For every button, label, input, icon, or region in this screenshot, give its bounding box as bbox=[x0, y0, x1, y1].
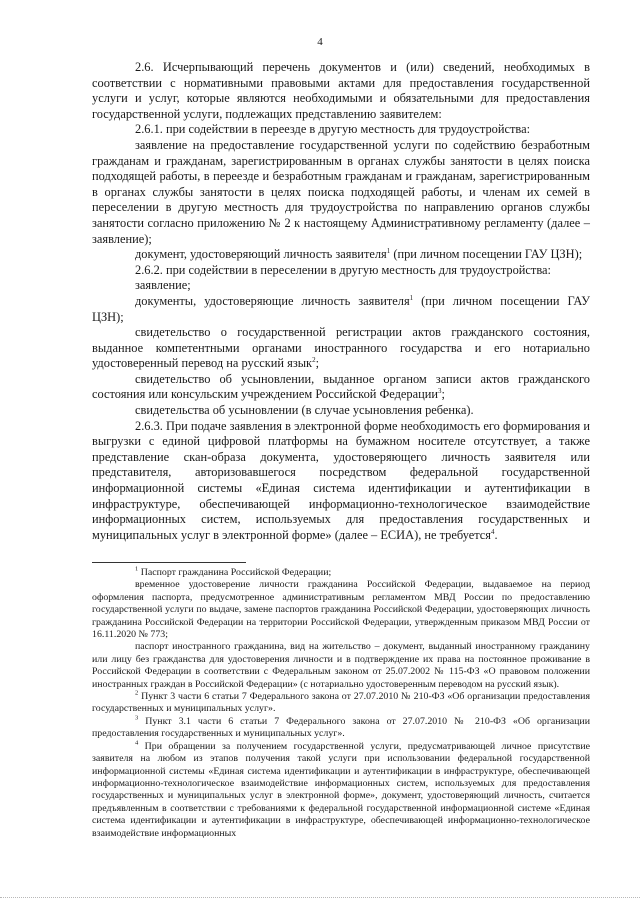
document-body bbox=[92, 60, 590, 543]
footnote-marker: 1 bbox=[409, 293, 414, 302]
paragraph: заявление; bbox=[135, 278, 191, 293]
paragraph: 2.6.3. При подаче заявления в электронной форме необходимость его формирования и выгрузки с единой цифровой платформы на бумажном носителе отсутствует, а также представление скан-образа документа, удостоверяющего личность заявителя или представителя, авторизовавшегося посредством федеральной государственной информационной системы «Единая система идентификации и аутентификации в инфраструктуре, обеспечивающей информационно-технологическое взаимодействие информационных систем, используемых для предоставления государственных и муниципальных услуг в электронной форме» (далее – ЕСИА), не требуется$^4$. bbox=[92, 418, 590, 542]
footnote: временное удостоверение личности гражданина Российской Федерации, выдаваемое на период оформления паспорта, предусмотренное административным регламентом МВД России по предоставлению государственной услуги по выдаче, замене паспортов гражданина Российской Федерации, удостоверяющих личность гражданина Российской Федерации на территории Российской Федерации, утвержденным приказом МВД России от 16.11.2020 № 773; bbox=[92, 579, 590, 641]
footnote-marker: 3 bbox=[438, 387, 442, 396]
footnote-number: 1 bbox=[135, 565, 139, 573]
scan-edge-line bbox=[0, 897, 640, 898]
footnote-number: 4 bbox=[135, 739, 139, 747]
footnote: $^4$ При обращении за получением государственной услуги, предусматривающей личное присутствие заявителя на любом из этапов получения такой услуги при использовании федеральной государственной информационной системы «Единая система идентификации и аутентификации в инфраструктуре, обеспечивающей информационно-технологическое взаимодействие информационных систем, используемых для предоставления государственных и муниципальных услуг в электронной форме», документ, удостоверяющий личность, считается предъявленным в соответствии с требованиями к федеральной государственной информационной системе «Единая система идентификации и аутентификации в инфраструктуре, обеспечивающей информационно-технологическое взаимодействие информационных bbox=[92, 739, 590, 839]
paragraph: документ, удостоверяющий личность заявителя$^1$ (при личном посещении ГАУ ЦЗН); bbox=[135, 247, 583, 262]
footnote: $^3$ Пункт 3.1 части 6 статьи 7 Федерального закона от 27.07.2010 № 210-ФЗ «Об организации предоставления государственных и муниципальных услуг». bbox=[92, 714, 590, 740]
footnote: $^2$ Пункт 3 части 6 статьи 7 Федерального закона от 27.07.2010 № 210-ФЗ «Об организации предоставления государственных и муниципальных услуг». bbox=[92, 689, 590, 715]
footnote-number: 3 bbox=[135, 714, 139, 722]
footnote-marker: 4 bbox=[491, 527, 495, 536]
paragraph: заявление на предоставление государственной услуги по содействию безработным гражданам и гражданам, зарегистрированным в органах службы занятости в целях поиска подходящей работы, в переезде и безработным гражданам и гражданам, зарегистрированным в органах службы занятости в целях поиска подходящей работы, и членам их семей в переселении в другую местность для трудоустройства по направлению органов службы занятости согласно приложению № 2 к настоящему Административному регламенту (далее – заявление); bbox=[92, 137, 590, 246]
footnotes bbox=[92, 567, 590, 840]
paragraph: свидетельства об усыновлении (в случае усыновления ребенка). bbox=[135, 403, 474, 418]
footnote-number: 2 bbox=[135, 689, 139, 697]
paragraph: документы, удостоверяющие личность заявителя$^1$ (при личном посещении ГАУ ЦЗН); bbox=[92, 293, 590, 324]
paragraph: 2.6.2. при содействии в переселении в другую местность для трудоустройства: bbox=[135, 262, 551, 277]
paragraph: 2.6.1. при содействии в переезде в другую местность для трудоустройства: bbox=[135, 122, 531, 137]
page-number: 4 bbox=[317, 36, 323, 48]
paragraph: 2.6. Исчерпывающий перечень документов и (или) сведений, необходимых в соответствии с нормативными правовыми актами для предоставления государственной услуги и услуг, которые являются необходимыми и обязательными для предоставления государственной услуги, подлежащих представлению заявителем: bbox=[92, 60, 590, 121]
footnote-separator bbox=[92, 562, 246, 563]
footnote-marker: 2 bbox=[312, 356, 316, 365]
paragraph: свидетельство о государственной регистрации актов гражданского состояния, выданное компетентными органами иностранного государства и его нотариально удостоверенный перевод на русский язык$^2$; bbox=[92, 325, 590, 371]
footnote-marker: 1 bbox=[386, 247, 391, 255]
footnote: паспорт иностранного гражданина, вид на жительство – документ, выданный иностранному гражданину или лицу без гражданства для удостоверения личности и в подтверждение их права на постоянное проживание в Российской Федерации в соответствии с Федеральным законом от 25.07.2002 № 115-ФЗ «О правовом положении иностранных граждан в Российской Федерации» (с нотариально удостоверенным переводом на русский язык). bbox=[92, 641, 590, 690]
paragraph: свидетельство об усыновлении, выданное органом записи актов гражданского состояния или консульским учреждением Российской Федерации$^3$; bbox=[92, 371, 590, 402]
footnote: $^1$ Паспорт гражданина Российской Федерации; bbox=[135, 565, 332, 578]
